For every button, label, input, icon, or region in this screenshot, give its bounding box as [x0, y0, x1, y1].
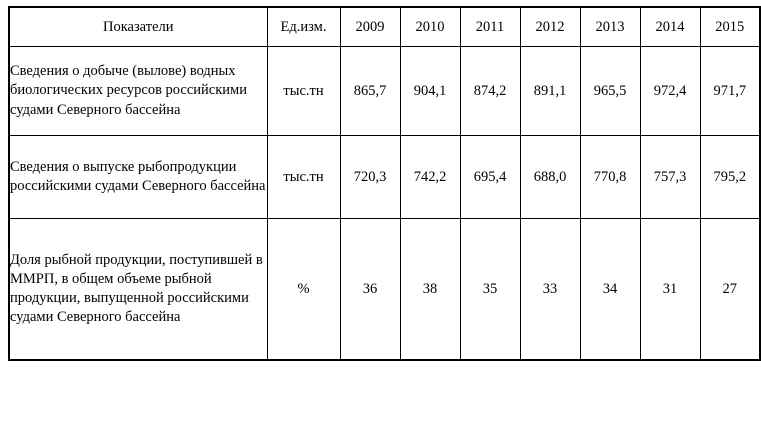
cell-share-2014: 31 [640, 219, 700, 361]
cell-catch-2011: 874,2 [460, 47, 520, 136]
cell-output-2010: 742,2 [400, 136, 460, 219]
column-header-unit: Ед.изм. [267, 7, 340, 47]
cell-output-2009: 720,3 [340, 136, 400, 219]
cell-share-2009: 36 [340, 219, 400, 361]
column-header-2014: 2014 [640, 7, 700, 47]
row-unit-share: % [267, 219, 340, 361]
cell-share-2013: 34 [580, 219, 640, 361]
row-indicator-output: Сведения о выпуске рыбопродукции российскими судами Северного бассейна [9, 136, 267, 219]
cell-share-2010: 38 [400, 219, 460, 361]
cell-catch-2010: 904,1 [400, 47, 460, 136]
table-header-row [9, 7, 760, 47]
cell-catch-2013: 965,5 [580, 47, 640, 136]
cell-catch-2009: 865,7 [340, 47, 400, 136]
cell-share-2011: 35 [460, 219, 520, 361]
cell-output-2015: 795,2 [700, 136, 760, 219]
column-header-2011: 2011 [460, 7, 520, 47]
row-unit-output: тыс.тн [267, 136, 340, 219]
cell-output-2014: 757,3 [640, 136, 700, 219]
cell-share-2015: 27 [700, 219, 760, 361]
statistics-table [8, 6, 761, 361]
cell-output-2011: 695,4 [460, 136, 520, 219]
column-header-2013: 2013 [580, 7, 640, 47]
column-header-indicator: Показатели [9, 7, 267, 47]
row-indicator-share: Доля рыбной продукции, поступившей в ММРП, в общем объеме рыбной продукции, выпущенной российскими судами Северного бассейна [9, 219, 267, 361]
table-row [9, 136, 760, 219]
cell-output-2013: 770,8 [580, 136, 640, 219]
row-indicator-catch: Сведения о добыче (вылове) водных биологических ресурсов российскими судами Северного бассейна [9, 47, 267, 136]
column-header-2010: 2010 [400, 7, 460, 47]
table-row [9, 219, 760, 361]
cell-catch-2014: 972,4 [640, 47, 700, 136]
cell-share-2012: 33 [520, 219, 580, 361]
table-row [9, 47, 760, 136]
cell-output-2012: 688,0 [520, 136, 580, 219]
cell-catch-2012: 891,1 [520, 47, 580, 136]
cell-catch-2015: 971,7 [700, 47, 760, 136]
row-unit-catch: тыс.тн [267, 47, 340, 136]
column-header-2009: 2009 [340, 7, 400, 47]
column-header-2015: 2015 [700, 7, 760, 47]
column-header-2012: 2012 [520, 7, 580, 47]
